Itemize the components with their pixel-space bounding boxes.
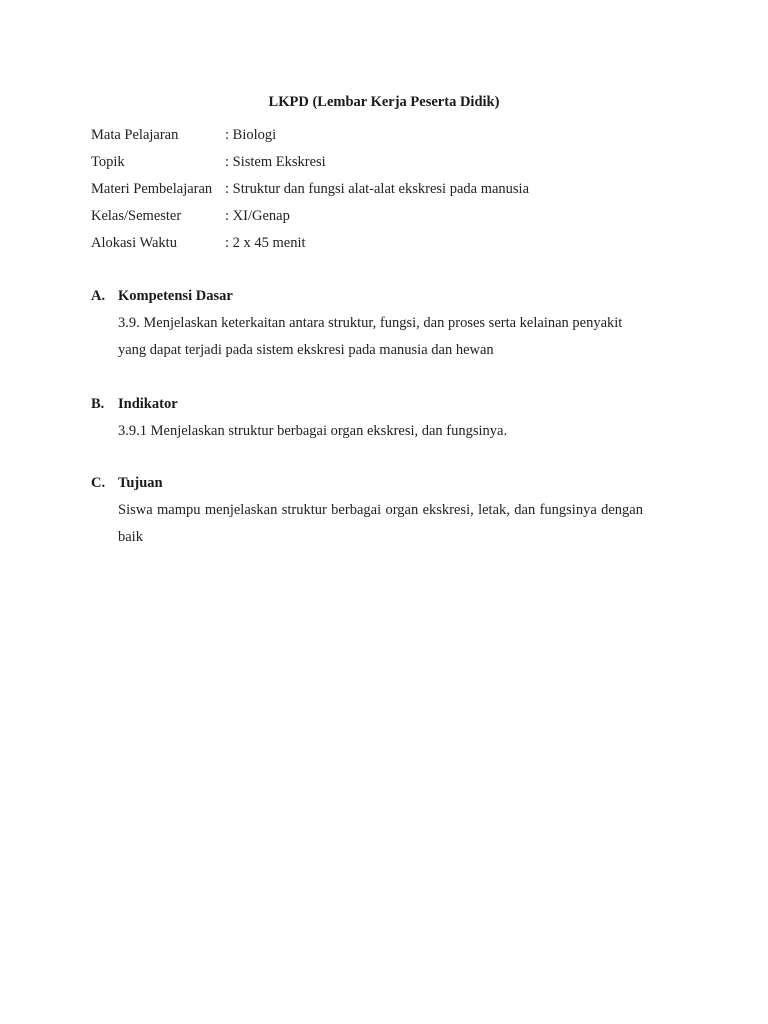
info-value: : Sistem Ekskresi — [225, 154, 326, 170]
section-heading — [91, 472, 643, 494]
document-title: LKPD (Lembar Kerja Peserta Didik) — [268, 94, 500, 110]
section-objective — [91, 472, 643, 551]
info-label: Alokasi Waktu — [91, 235, 177, 251]
info-table — [91, 124, 651, 259]
section-indicator — [91, 393, 643, 445]
section-letter: A. — [91, 288, 106, 304]
info-row-class-semester — [91, 205, 651, 232]
info-label: Materi Pembelajaran — [91, 181, 213, 197]
info-row-material — [91, 178, 651, 205]
info-row-subject — [91, 124, 651, 151]
info-label: Kelas/Semester — [91, 208, 182, 224]
info-row-time-allocation — [91, 232, 651, 259]
section-body: 3.9.1 Menjelaskan struktur berbagai organ ekskresi, dan fungsinya. — [118, 423, 508, 439]
info-row-topic — [91, 151, 651, 178]
section-body: 3.9. Menjelaskan keterkaitan antara struktur, fungsi, dan proses serta kelainan penyakit yang dapat terjadi pada sistem ekskresi pada manusia dan hewan — [118, 315, 623, 358]
info-value: : XI/Genap — [225, 208, 290, 224]
info-label: Topik — [91, 154, 125, 170]
section-letter: B. — [91, 396, 105, 412]
info-value: : 2 x 45 menit — [225, 235, 306, 251]
section-title: Indikator — [118, 396, 178, 412]
info-value: : Biologi — [225, 127, 277, 143]
info-label: Mata Pelajaran — [91, 127, 179, 143]
section-title: Tujuan — [118, 475, 163, 491]
section-letter: C. — [91, 475, 106, 491]
info-value: : Struktur dan fungsi alat-alat ekskresi pada manusia — [225, 181, 530, 197]
section-heading — [91, 285, 643, 307]
section-heading — [91, 393, 643, 415]
section-competency — [91, 285, 643, 364]
section-title: Kompetensi Dasar — [118, 288, 233, 304]
section-body: Siswa mampu menjelaskan struktur berbagai organ ekskresi, letak, dan fungsinya dengan baik — [118, 502, 643, 545]
